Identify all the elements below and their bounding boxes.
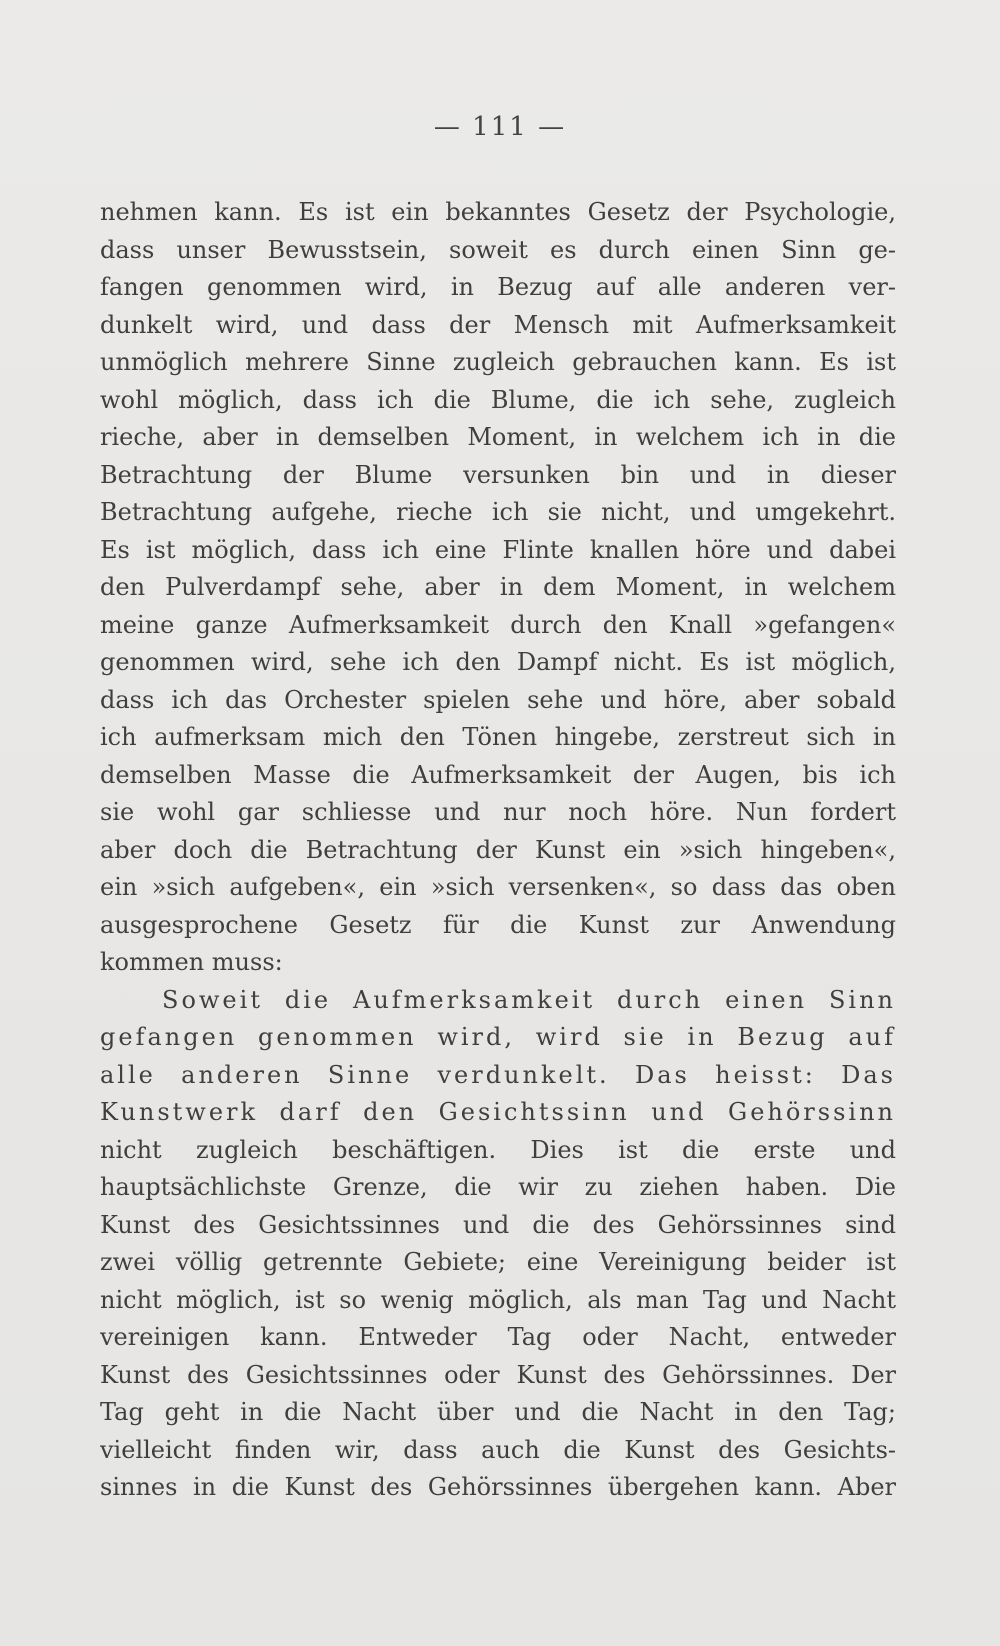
text-line: Es ist möglich, dass ich eine Flinte knallen höre und dabei: [100, 535, 896, 564]
text-line: kommen muss:: [100, 948, 283, 976]
text-line: zwei völlig getrennte Gebiete; eine Vereinigung beider ist: [100, 1248, 896, 1276]
text-line: vielleicht finden wir, dass auch die Kunst des Gesichts-: [100, 1435, 896, 1464]
text-line: Kunst des Gesichtssinnes und die des Gehörssinnes sind: [100, 1210, 896, 1239]
text-line: ausgesprochene Gesetz für die Kunst zur Anwendung: [100, 910, 896, 939]
text-line: vereinigen kann. Entweder Tag oder Nacht, entweder: [100, 1323, 896, 1351]
text-line: nicht zugleich beschäftigen. Dies ist die erste und: [100, 1135, 896, 1164]
text-line: unmöglich mehrere Sinne zugleich gebrauchen kann. Es ist: [100, 348, 896, 376]
text-line: ein »sich aufgeben«, ein »sich versenken«, so dass das oben: [100, 873, 896, 901]
text-line: dass ich das Orchester spielen sehe und höre, aber sobald: [100, 685, 896, 714]
text-line: sinnes in die Kunst des Gehörssinnes übergehen kann. Aber: [100, 1473, 896, 1501]
emphasized-line: alle anderen Sinne verdunkelt. Das heisst: Das: [100, 1060, 896, 1089]
emphasized-line: Kunstwerk darf den Gesichtssinn und Gehörssinn: [100, 1098, 896, 1126]
text-line: Tag geht in die Nacht über und die Nacht in den Tag;: [100, 1398, 896, 1426]
text-line: nehmen kann. Es ist ein bekanntes Gesetz der Psychologie,: [100, 198, 896, 226]
text-line: aber doch die Betrachtung der Kunst ein »sich hingeben«,: [100, 835, 896, 864]
text-line: fangen genommen wird, in Bezug auf alle anderen ver-: [100, 273, 896, 301]
text-line: Betrachtung aufgehe, rieche ich sie nicht, und umgekehrt.: [100, 498, 896, 526]
text-line: sie wohl gar schliesse und nur noch höre. Nun fordert: [100, 798, 896, 826]
page-number: — 111 —: [433, 112, 567, 142]
text-line: hauptsächlichste Grenze, die wir zu ziehen haben. Die: [100, 1173, 896, 1201]
text-line: dunkelt wird, und dass der Mensch mit Aufmerksamkeit: [100, 310, 896, 339]
body-text: [100, 194, 896, 1507]
text-line: dass unser Bewusstsein, soweit es durch einen Sinn ge-: [100, 235, 896, 264]
text-line: Kunst des Gesichtssinnes oder Kunst des Gehörssinnes. Der: [100, 1360, 896, 1389]
emphasized-line: gefangen genommen wird, wird sie in Bezug auf: [100, 1023, 896, 1051]
text-line: Betrachtung der Blume versunken bin und in dieser: [100, 460, 896, 489]
text-line: ich aufmerksam mich den Tönen hingebe, zerstreut sich in: [100, 723, 896, 751]
text-line: wohl möglich, dass ich die Blume, die ich sehe, zugleich: [100, 385, 896, 414]
text-line: nicht möglich, ist so wenig möglich, als man Tag und Nacht: [100, 1285, 896, 1314]
text-line: den Pulverdampf sehe, aber in dem Moment, in welchem: [100, 573, 896, 601]
text-line: rieche, aber in demselben Moment, in welchem ich in die: [100, 423, 896, 451]
text-line: demselben Masse die Aufmerksamkeit der Augen, bis ich: [100, 760, 896, 789]
emphasized-line: Soweit die Aufmerksamkeit durch einen Sinn: [162, 985, 896, 1014]
text-line: genommen wird, sehe ich den Dampf nicht. Es ist möglich,: [100, 648, 896, 676]
text-line: meine ganze Aufmerksamkeit durch den Knall »gefangen«: [100, 610, 896, 639]
